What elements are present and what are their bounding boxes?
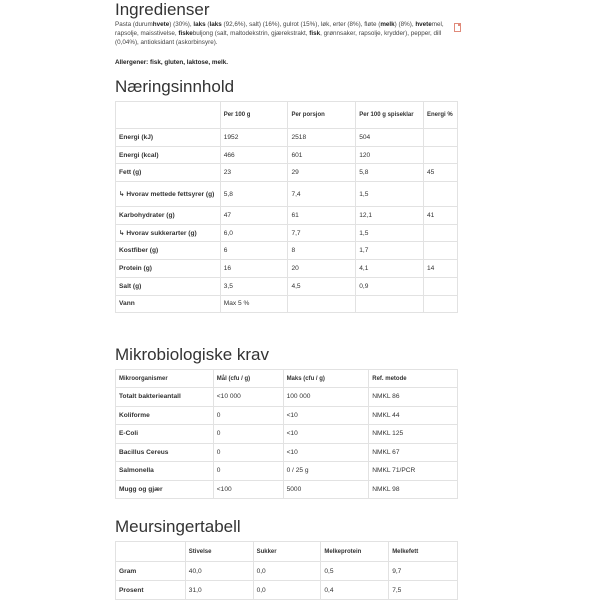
meursing-heading: Meursingertabell (115, 517, 241, 536)
nutrition-cell (356, 295, 424, 313)
micro-cell: <10 (283, 443, 369, 462)
micro-cell: 5000 (283, 480, 369, 499)
meursing-header-cell (116, 542, 186, 562)
nutrition-cell (424, 277, 458, 295)
meursing-cell: 0,5 (321, 562, 389, 581)
meursing-table (115, 541, 458, 600)
micro-cell: NMKL 67 (369, 443, 458, 462)
nutrition-cell (424, 129, 458, 147)
nutrition-cell: 0,9 (356, 277, 424, 295)
nutrition-row-label: Energi (kcal) (116, 146, 221, 164)
meursing-cell: 40,0 (185, 562, 253, 581)
nutrition-cell (424, 224, 458, 242)
micro-row-label: Koliforme (116, 406, 214, 425)
micro-row-label: Salmonella (116, 462, 214, 481)
nutrition-header-cell: Energi % (424, 102, 458, 129)
micro-cell: <10 (283, 406, 369, 425)
micro-cell: 0 (213, 443, 283, 462)
nutrition-cell: 61 (288, 207, 356, 225)
nutrition-cell: 12,1 (356, 207, 424, 225)
nutrition-cell: 5,8 (356, 164, 424, 182)
table-row (116, 129, 458, 147)
nutrition-cell: Max 5 % (220, 295, 288, 313)
nutrition-cell: 1,5 (356, 224, 424, 242)
table-row (116, 462, 458, 481)
nutrition-cell: 1952 (220, 129, 288, 147)
nutrition-row-label: Salt (g) (116, 277, 221, 295)
nutrition-cell: 45 (424, 164, 458, 182)
table-row (116, 182, 458, 207)
allergen-value: fisk, gluten, laktose, melk. (150, 59, 229, 66)
nutrition-cell: 1,5 (356, 182, 424, 207)
nutrition-row-label: ↳ Hvorav sukkerarter (g) (116, 224, 221, 242)
nutrition-heading: Næringsinnhold (115, 77, 235, 96)
meursing-header-cell: Melkefett (389, 542, 458, 562)
table-row (116, 581, 458, 600)
table-row (116, 224, 458, 242)
nutrition-cell: 41 (424, 207, 458, 225)
micro-cell: 0 / 25 g (283, 462, 369, 481)
meursing-header-row (116, 542, 458, 562)
meursing-cell: 0,4 (321, 581, 389, 600)
nutrition-header-cell: Per 100 g (220, 102, 288, 129)
micro-cell: 0 (213, 425, 283, 444)
nutrition-header-cell: Per porsjon (288, 102, 356, 129)
nutrition-cell: 5,8 (220, 182, 288, 207)
table-row (116, 260, 458, 278)
micro-header-cell: Ref. metode (369, 370, 458, 388)
nutrition-cell: 7,7 (288, 224, 356, 242)
meursing-cell: 9,7 (389, 562, 458, 581)
micro-cell: NMKL 71/PCR (369, 462, 458, 481)
nutrition-cell: 20 (288, 260, 356, 278)
nutrition-row-label: Fett (g) (116, 164, 221, 182)
nutrition-row-label: Energi (kJ) (116, 129, 221, 147)
meursing-header-cell: Sukker (253, 542, 321, 562)
table-row (116, 277, 458, 295)
micro-header-row (116, 370, 458, 388)
micro-cell: NMKL 86 (369, 388, 458, 407)
micro-cell: 100 000 (283, 388, 369, 407)
nutrition-cell: 504 (356, 129, 424, 147)
meursing-header-cell: Stivelse (185, 542, 253, 562)
nutrition-row-label: Karbohydrater (g) (116, 207, 221, 225)
micro-cell: <10 000 (213, 388, 283, 407)
nutrition-cell: 47 (220, 207, 288, 225)
meursing-cell: 7,5 (389, 581, 458, 600)
nutrition-cell (424, 146, 458, 164)
table-row (116, 388, 458, 407)
nutrition-cell: 29 (288, 164, 356, 182)
nutrition-cell (424, 242, 458, 260)
nutrition-cell: 6 (220, 242, 288, 260)
micro-cell: 0 (213, 406, 283, 425)
micro-row-label: E-Coli (116, 425, 214, 444)
micro-cell: <100 (213, 480, 283, 499)
micro-heading: Mikrobiologiske krav (115, 345, 269, 364)
micro-row-label: Totalt bakterieantall (116, 388, 214, 407)
meursing-header-cell: Melkeprotein (321, 542, 389, 562)
meursing-row-label: Gram (116, 562, 186, 581)
table-row (116, 443, 458, 462)
ingredients-text: Pasta (durumhvete) (30%), laks (laks (92,6%), salt) (16%), gulrot (15%), løk, erter (8%), fløte (melk) (8%), hvetemel, rapsolje, maisstivelse, fiskebuljong (salt, maltodekstrin, gjærekstrakt, fisk, grønnsaker, rapsolje, krydder), pepper, dill (0,04%), antioksidant (askorbinsyre). (115, 21, 444, 46)
nutrition-row-label: ↳ Hvorav mettede fettsyrer (g) (116, 182, 221, 207)
table-row (116, 406, 458, 425)
micro-table (115, 369, 458, 499)
allergen-label: Allergener: (115, 59, 149, 66)
micro-cell: <10 (283, 425, 369, 444)
table-row (116, 207, 458, 225)
nutrition-cell: 3,5 (220, 277, 288, 295)
nutrition-cell: 466 (220, 146, 288, 164)
nutrition-cell: 4,1 (356, 260, 424, 278)
table-row (116, 425, 458, 444)
nutrition-cell: 16 (220, 260, 288, 278)
table-row (116, 146, 458, 164)
nutrition-table (115, 101, 458, 313)
micro-row-label: Mugg og gjær (116, 480, 214, 499)
nutrition-cell: 1,7 (356, 242, 424, 260)
nutrition-cell: 2518 (288, 129, 356, 147)
nutrition-cell: 7,4 (288, 182, 356, 207)
nutrition-cell (424, 182, 458, 207)
meursing-cell: 31,0 (185, 581, 253, 600)
meursing-cell: 0,0 (253, 562, 321, 581)
nutrition-cell (288, 295, 356, 313)
nutrition-header-cell (116, 102, 221, 129)
nutrition-cell: 8 (288, 242, 356, 260)
micro-row-label: Bacillus Cereus (116, 443, 214, 462)
nutrition-cell: 23 (220, 164, 288, 182)
nutrition-row-label: Protein (g) (116, 260, 221, 278)
micro-cell: NMKL 125 (369, 425, 458, 444)
nutrition-header-row (116, 102, 458, 129)
micro-cell: NMKL 44 (369, 406, 458, 425)
meursing-row-label: Prosent (116, 581, 186, 600)
nutrition-row-label: Kostfiber (g) (116, 242, 221, 260)
table-row (116, 242, 458, 260)
table-row (116, 164, 458, 182)
micro-header-cell: Mål (cfu / g) (213, 370, 283, 388)
nutrition-cell: 4,5 (288, 277, 356, 295)
ingredients-heading: Ingredienser (115, 0, 210, 19)
micro-cell: 0 (213, 462, 283, 481)
table-row (116, 295, 458, 313)
nutrition-cell: 14 (424, 260, 458, 278)
nutrition-cell: 6,0 (220, 224, 288, 242)
nutrition-header-cell: Per 100 g spiseklar (356, 102, 424, 129)
table-row (116, 562, 458, 581)
micro-header-cell: Maks (cfu / g) (283, 370, 369, 388)
allergen-line (115, 59, 228, 66)
micro-cell: NMKL 98 (369, 480, 458, 499)
micro-header-cell: Mikroorganismer (116, 370, 214, 388)
nutrition-cell: 601 (288, 146, 356, 164)
nutrition-cell (424, 295, 458, 313)
nutrition-cell: 120 (356, 146, 424, 164)
nutrition-row-label: Vann (116, 295, 221, 313)
pdf-icon[interactable] (454, 23, 461, 32)
table-row (116, 480, 458, 499)
meursing-cell: 0,0 (253, 581, 321, 600)
